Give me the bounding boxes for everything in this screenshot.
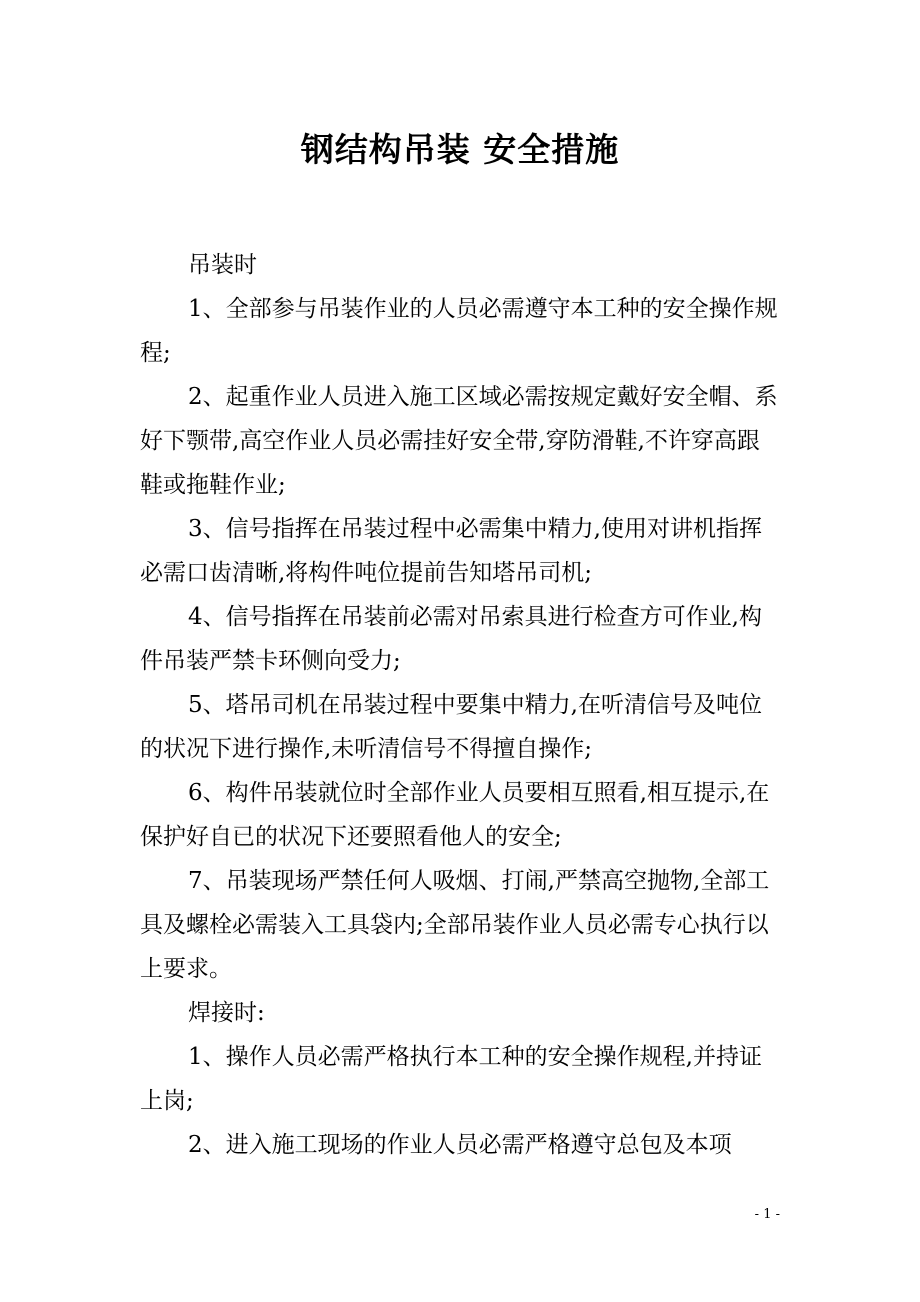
welding-item-2: 2、进入施工现场的作业人员必需严格遵守总包及本项	[188, 1132, 732, 1158]
lifting-item-6: 6、构件吊装就位时全部作业人员要相互照看,相互提示,在保护好自已的状况下还要照看他人的安全;	[140, 780, 770, 850]
lifting-item-7: 7、吊装现场严禁任何人吸烟、打闹,严禁高空抛物,全部工具及螺栓必需装入工具袋内;全部吊装作业人员必需专心执行以上要求。	[140, 868, 770, 982]
lifting-item-1: 1、全部参与吊装作业的人员必需遵守本工种的安全操作规程;	[140, 296, 778, 366]
page-number: - 1 -	[754, 1207, 780, 1222]
lifting-item-5: 5、塔吊司机在吊装过程中要集中精力,在听清信号及吨位的状况下进行操作,未听清信号不得擅自操作;	[140, 692, 762, 762]
section-heading-welding: 焊接时:	[188, 1000, 265, 1026]
section-heading-lifting: 吊装时	[188, 252, 257, 278]
document-title: 钢结构吊装 安全措施	[300, 130, 620, 169]
document-body	[140, 243, 780, 1167]
lifting-item-3: 3、信号指挥在吊装过程中必需集中精力,使用对讲机指挥必需口齿清晰,将构件吨位提前告知塔吊司机;	[140, 516, 762, 586]
lifting-item-4: 4、信号指挥在吊装前必需对吊索具进行检查方可作业,构件吊装严禁卡环侧向受力;	[140, 604, 762, 674]
welding-item-1: 1、操作人员必需严格执行本工种的安全操作规程,并持证上岗;	[140, 1044, 762, 1114]
lifting-item-2: 2、起重作业人员进入施工区域必需按规定戴好安全帽、系好下颚带,高空作业人员必需挂好安全带,穿防滑鞋,不许穿高跟鞋或拖鞋作业;	[140, 384, 778, 498]
